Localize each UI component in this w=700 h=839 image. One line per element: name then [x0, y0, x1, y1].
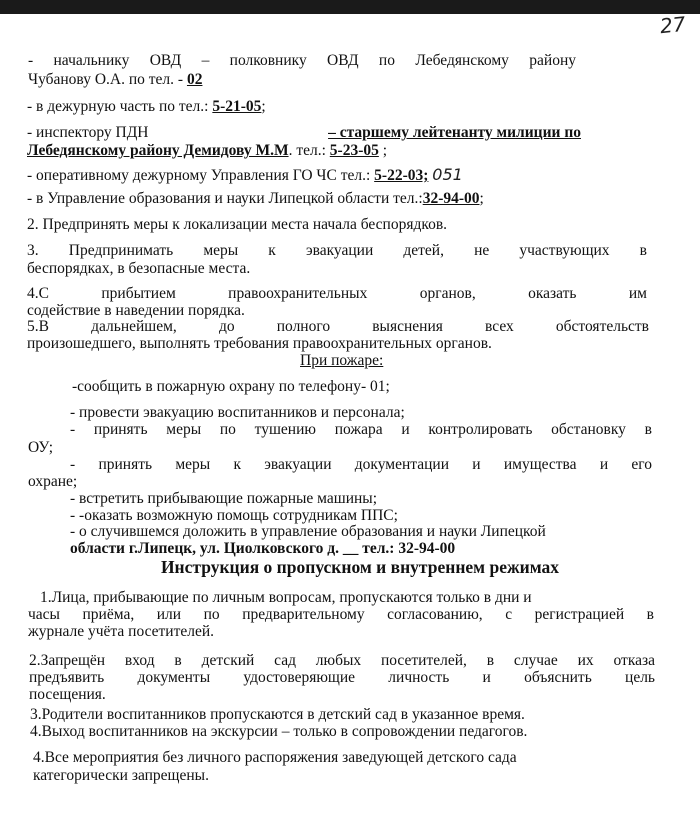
contact-line-gochs: - оперативному дежурному Управления ГО ЧС тел.: 5-22-03; 051	[27, 165, 463, 184]
fire-item-3-line-2: ОУ;	[28, 439, 54, 456]
point-2: 2. Предпринять меры к локализации места начала беспорядков.	[27, 216, 448, 233]
instruction-4: 4.Выход воспитанников на экскурсии – только в сопровождении педагогов.	[30, 723, 528, 740]
fire-item-3-line-1: - принять меры по тушению пожара и контролировать обстановку в	[70, 421, 652, 438]
fire-item-7-line-2: области г.Липецк, ул. Циолковского д. __ тел.: 32-94-00	[70, 540, 456, 557]
handwritten-note: 051	[432, 165, 463, 184]
instruction-2-line-3: посещения.	[29, 686, 106, 703]
fire-item-1: -сообщить в пожарную охрану по телефону- 01;	[72, 378, 390, 395]
contact-line-education: - в Управление образования и науки Липецкой области тел.:32-94-00;	[27, 190, 484, 207]
point-4-line-1: 4.С прибытием правоохранительных органов, оказать им	[27, 285, 647, 302]
instruction-1-line-1: 1.Лица, прибывающие по личным вопросам, пропускаются только в дни и	[40, 589, 532, 606]
contact-line-pdn-2: Лебедянскому району Демидову М.М. тел.: 5-23-05 ;	[27, 142, 388, 159]
instruction-2-line-2: предъявить документы удостоверяющие личность и объяснить цель	[29, 669, 655, 686]
instruction-2-line-1: 2.Запрещён вход в детский сад любых посетителей, в случае их отказа	[29, 652, 655, 669]
fire-item-7-line-1: - о случившемся доложить в управление образования и науки Липецкой	[70, 523, 546, 540]
scan-top-band	[0, 0, 700, 14]
instruction-5-line-2: категорически запрещены.	[33, 767, 209, 784]
point-3-line-1: 3. Предпринимать меры к эвакуации детей, не участвующих в	[27, 242, 647, 259]
point-4-line-2: содействие в наведении порядка.	[27, 302, 245, 319]
contact-line-ovd-2: Чубанову О.А. по тел. - 02	[28, 71, 203, 88]
handwritten-page-number: 27	[658, 11, 687, 39]
point-3-line-2: беспорядках, в безопасные места.	[27, 260, 251, 277]
fire-item-5: - встретить прибывающие пожарные машины;	[70, 490, 378, 507]
contact-line-pdn: - инспектору ПДН – старшему лейтенанту милиции по	[27, 124, 581, 141]
instruction-1-line-3: журнале учёта посетителей.	[28, 623, 215, 640]
instruction-1-line-2: часы приёма, или по предварительному согласованию, с регистрацией в	[28, 606, 654, 623]
fire-item-6: - -оказать возможную помощь сотрудникам ППС;	[70, 507, 398, 524]
point-5-line-2: произошедшего, выполнять требования правоохранительных органов.	[27, 335, 492, 352]
fire-item-4-line-1: - принять меры к эвакуации документации и имущества и его	[70, 456, 652, 473]
point-5-line-1: 5.В дальнейшем, до полного выяснения всех обстоятельств	[27, 318, 649, 335]
fire-item-2: - провести эвакуацию воспитанников и персонала;	[70, 404, 405, 421]
fire-item-4-line-2: охране;	[28, 473, 78, 490]
contact-line-ovd: - начальнику ОВД – полковнику ОВД по Лебедянскому району	[28, 52, 576, 69]
instruction-3: 3.Родители воспитанников пропускаются в детский сад в указанное время.	[30, 706, 525, 723]
contact-line-duty: - в дежурную часть по тел.: 5-21-05;	[27, 98, 266, 115]
instruction-5-line-1: 4.Все мероприятия без личного распоряжения заведующей детского сада	[33, 749, 517, 766]
instruction-heading: Инструкция о пропускном и внутреннем режимах	[160, 557, 560, 577]
fire-section-title: При пожаре:	[300, 352, 384, 369]
